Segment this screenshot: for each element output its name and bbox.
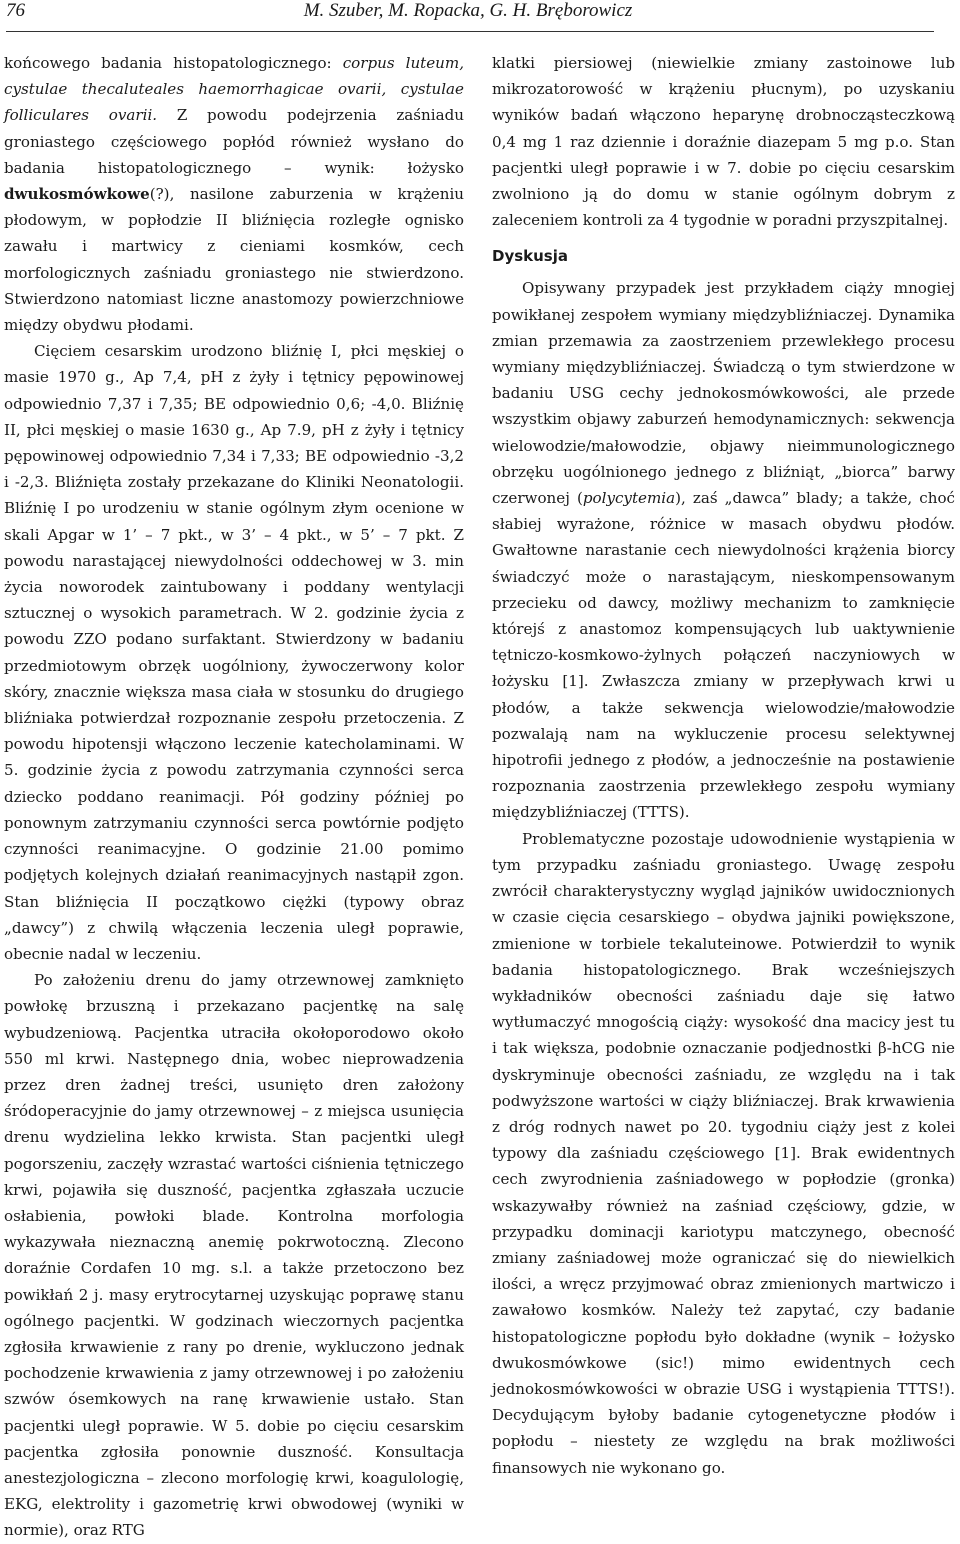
left-column: [4, 50, 464, 1544]
header-rule: [6, 31, 934, 32]
page-number: 76: [6, 0, 25, 21]
left-paragraph-3: Po założeniu drenu do jamy otrzewnowej zamknięto powłokę brzuszną i przekazano pacjentkę na salę wybudzeniową. Pacjentka utraciła okołoporodowo około 550 ml krwi. Następnego dnia, wobec nieprowadzenia przez dren żadnej treści, usunięto dren założony śródoperacyjnie do jamy otrzewnowej – z miejsca usunięcia drenu wydzielina lekko krwista. Stan pacjentki uległ pogorszeniu, zaczęły wzrastać wartości ciśnienia tętniczego krwi, pojawiła się duszność, pacjentka zgłaszała uczucie osłabienia, powłoki blade. Kontrolna morfologia wykazywała nieznaczną anemię pokrwotoczną. Zlecono doraźnie Cordafen 10 mg. s.l. a także przetoczono bez powikłań 2 j. masy erytrocytarnej uzyskując poprawę stanu ogólnego pacjentki. W godzinach wieczornych pacjentka zgłosiła krwawienie z rany po drenie, wykluczono jednak pochodzenie krwawienia z jamy otrzewnowej i po założeniu szwów ósemkowych na ranę krwawienie ustało. Stan pacjentki uległ poprawie. W 5. dobie po cięciu cesarskim pacjentka zgłosiła ponownie duszność. Konsultacja anestezjologiczna – zlecono morfologię krwi, koagulologię, EKG, elektrolity i gazometrię krwi obwodowej (wyniki w normie), oraz RTG: [4, 971, 464, 1540]
left-paragraph-2: Cięciem cesarskim urodzono bliźnię I, płci męskiej o masie 1970 g., Ap 7,4, pH z żyły i tętnicy pępowinowej odpowiednio 7,37 i 7,35; BE odpowiednio 0,6; -4,0. Bliźnię II, płci męskiej o masie 1630 g., Ap 7.9, pH z żyły i tętnicy pępowinowej odpowiednio 7,34 i 7,33; BE odpowiednio -3,2 i -2,3. Bliźnięta zostały przekazane do Kliniki Neonatologii. Bliźnię I po urodzeniu w stanie ogólnym złym ocenione w skali Apgar w 1’ – 7 pkt., w 3’ – 4 pkt., w 5’ – 7 pkt. Z powodu narastającej niewydolności oddechowej w 3. min życia noworodek zaintubowany i poddany wentylacji sztucznej o wysokich parametrach. W 2. godzinie życia z powodu ZZO podano surfaktant. Stwierdzony w badaniu przedmiotowym obrzęk uogólniony, żywoczerwony kolor skóry, znacznie większa masa ciała w stosunku do drugiego bliźniaka potwierdzał rozpoznanie zespołu przetoczenia. Z powodu hipotensji włączono leczenie katecholaminami. W 5. godzinie życia z powodu zatrzymania czynności serca dziecko poddano reanimacji. Pół godziny później po ponownym zatrzymaniu czynności serca powtórnie podjęto czynności reanimacyjne. O godzinie 21.00 pomimo podjętych kolejnych działań reanimacyjnych nastąpił zgon. Stan bliźnięcia II początkowo ciężki (typowy obraz „dawcy”) z chwilą włączenia leczenia uległ poprawie, obecnie nadal w leczeniu.: [4, 342, 464, 963]
right-p2-italic-term: polycytemia: [582, 489, 676, 508]
running-header-authors: M. Szuber, M. Ropacka, G. H. Bręborowicz: [303, 0, 633, 21]
right-paragraph-1: klatki piersiowej (niewielkie zmiany zastoinowe lub mikrozatorowość w krążeniu płucnym), po uzyskaniu wyników badań włączono heparynę drobnocząsteczkową 0,4 mg 1 raz dziennie i doraźnie diazepam 5 mg p.o. Stan pacjentki uległ poprawie i w 7. dobie po cięciu cesarskim zwolniono ją do domu w stanie ogólnym dobrym z zaleceniem kontroli za 4 tygodnie w poradni przyszpitalnej.: [492, 54, 955, 230]
right-paragraph-3: Problematyczne pozostaje udowodnienie wystąpienia w tym przypadku zaśniadu groniastego. Uwagę zespołu zwrócił charakterystyczny wygląd jajników uwidocznionych w czasie cięcia cesarskiego – obydwa jajniki powiększone, zmienione w torbiele tekaluteinowe. Potwierdził to wynik badania histopatologicznego. Brak wcześniejszych wykładników obecności zaśniadu daje się łatwo wytłumaczyć mnogością ciąży: wysokość dna macicy jest tu i tak większa, podobnie oznaczanie podjednostki β-hCG nie dyskryminuje obecności zaśniadu, ze względu na i tak podwyższone wartości w ciąży bliźniaczej. Brak krwawienia z dróg rodnych nawet po 20. tygodniu ciąży jest z kolei typowy dla zaśniadu częściowego [1]. Brak ewidentnych cech zwyrodnienia zaśniadowego w popłodzie (gronka) wskazywałby również na zaśniad częściowy, gdzie, w przypadku dominacji kariotypu matczynego, obecność zmiany zaśniadowej może ograniczać się do niewielkich ilości, a wręcz przyjmować obraz zmienionych martwiczo i zawałowo kosmków. Należy też zapytać, czy badanie histopatologiczne popłodu było dokładne (wynik – łożysko dwukosmówkowe (sic!) mimo ewidentnych cech jednokosmówkowości w obrazie USG i wystąpienia TTTS!). Decydującym byłoby badanie cytogenetyczne płodów i popłodu – niestety ze względu na brak możliwości finansowych nie wykonano go.: [492, 829, 955, 1477]
right-p2-text-b: ), zaś „dawca” blady; a także, choć słabiej wyrażone, różnice w masach obydwu płodów. Gwałtowne narastanie cech niewydolności krążenia biorcy świadczyć może o narastającym, nieskompensowanym przecieku od dawcy, możliwy mechanizm to zamknięcie którejś z anastomoz kompensujących lub uaktywnienie tętniczo-kosmkowo-żylnych połączeń naczyniowych w łożysku [1]. Zwłaszcza zmiany w przepływach krwi u płodów, a także sekwencja wielowodzie/małowodzie pozwalają nam na wykluczenie procesu selektywnej hipotrofii jednego z płodów, a jednocześnie na postawienie rozpoznania zaostrzenia przewlekłego zespołu wymiany międzybliźniaczej (TTTS).: [492, 489, 955, 822]
left-p1-bold-term: dwukosmówkowe: [4, 185, 150, 204]
running-header: [6, 0, 930, 30]
section-heading-discussion: Dyskusja: [492, 247, 569, 266]
left-paragraph-1: [4, 50, 464, 338]
right-p2-text-a: Opisywany przypadek jest przykładem ciąży mnogiej powikłanej zespołem wymiany międzybliźniaczej. Dynamika zmian przemawia za zaostrzeniem przewlekłego procesu wymiany międzybliźniaczej. Świadczą o tym stwierdzone w badaniu USG cechy jednokosmówkowości, ale przede wszystkim objawy zaburzeń hemodynamicznych: sekwencja wielowodzie/małowodzie, objawy nieimmunologicznego obrzęku uogólnionego jednego z bliźniąt, „biorca” barwy czerwonej (: [492, 279, 955, 508]
left-p1-text-b: Z powodu podejrzenia zaśniadu groniastego częściowego popłód również wysłano do badania histopatologicznego – wynik: łożysko: [4, 106, 464, 177]
left-p1-text-a: końcowego badania histopatologicznego:: [4, 54, 343, 72]
right-paragraph-2: [492, 275, 955, 825]
left-p1-text-c: (?), nasilone zaburzenia w krążeniu płodowym, w popłodzie II bliźnięcia rozległe ognisko zawału i martwicy z cieniami kosmków, cech morfologicznych zaśniadu groniastego nie stwierdzono. Stwierdzono natomiast liczne anastomozy powierzchniowe między obydwu płodami.: [4, 185, 464, 335]
right-column: [492, 50, 955, 1481]
left-p1-latin-terms: corpus luteum, cystulae thecaluteales haemorrhagicae ovarii, cystulae folliculares ovarii.: [4, 54, 465, 125]
